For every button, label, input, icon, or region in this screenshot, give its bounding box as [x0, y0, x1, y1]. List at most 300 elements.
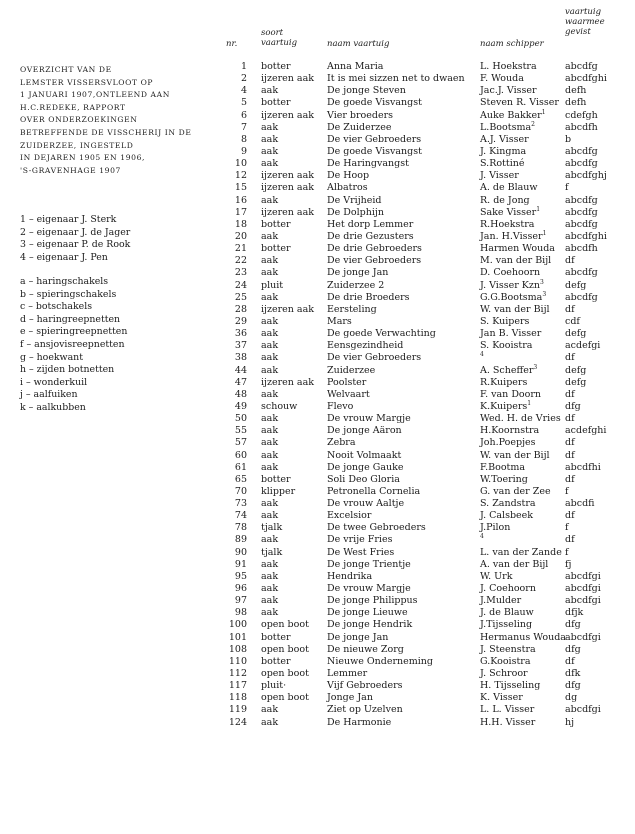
skipper-name: R. de Jong — [480, 194, 530, 206]
caption-line: IN DEJAREN 1905 EN 1906, — [20, 153, 146, 163]
cell-skipper — [480, 717, 535, 729]
cell-vessel-type: aak — [261, 145, 279, 157]
skipper-name: W.Toering — [480, 473, 528, 485]
cell-gear: f — [565, 546, 569, 558]
cell-vessel-type: pluit — [261, 279, 284, 291]
header-gear-line-3: gevist — [565, 27, 591, 37]
cell-skipper — [480, 389, 541, 401]
cell-vessel-name: Zuiderzee — [327, 364, 376, 376]
cell-vessel-name: Flevo — [327, 400, 354, 412]
footnote-marker: 3 — [542, 290, 547, 298]
cell-gear: abcdfg — [565, 194, 598, 206]
cell-vessel-type: aak — [261, 595, 279, 607]
cell-skipper — [480, 134, 529, 146]
cell-vessel-name: Petronella Cornelia — [327, 485, 421, 497]
cell-skipper — [480, 207, 540, 219]
cell-skipper — [480, 510, 533, 522]
fleet-table — [226, 61, 635, 729]
cell-nr: 60 — [234, 449, 247, 461]
footnote-marker: 3 — [540, 278, 544, 286]
cell-vessel-name: De vrouw Margje — [327, 583, 411, 595]
caption-line: ZUIDERZEE, INGESTELD — [20, 140, 134, 150]
cell-skipper — [480, 668, 528, 680]
cell-gear: abcdfgi — [565, 704, 601, 716]
table-row — [226, 401, 635, 413]
cell-gear: df — [565, 449, 575, 461]
cell-vessel-type: aak — [261, 704, 279, 716]
cell-nr: 61 — [234, 461, 247, 473]
header-gear — [565, 7, 605, 37]
cell-nr: 1 — [240, 61, 247, 72]
table-row — [226, 704, 635, 716]
skipper-name: K. Visser — [480, 692, 523, 704]
cell-nr: 36 — [234, 328, 247, 340]
cell-vessel-name: De Dolphijn — [327, 206, 384, 218]
caption-line: OVER ONDERZOEKINGEN — [20, 115, 138, 125]
skipper-name: Jan B. Visser — [480, 328, 542, 340]
cell-gear: abcdfg — [565, 158, 598, 170]
table-row — [226, 595, 635, 607]
cell-vessel-type: aak — [261, 570, 279, 582]
header-type-line-2: vaartuig — [261, 38, 298, 48]
cell-skipper — [480, 486, 551, 498]
cell-vessel-name: De jonge Lieuwe — [327, 607, 408, 619]
cell-nr: 29 — [234, 315, 247, 327]
cell-gear: cdf — [565, 315, 580, 327]
cell-nr: 73 — [234, 498, 247, 510]
cell-skipper — [480, 644, 536, 656]
cell-gear: df — [565, 413, 575, 425]
cell-skipper — [480, 474, 528, 486]
skipper-name: J. Calsbeek — [480, 510, 534, 522]
cell-vessel-name: De West Fries — [327, 546, 395, 558]
cell-nr: 55 — [234, 425, 247, 437]
skipper-name: L. L. Visser — [480, 704, 535, 716]
cell-skipper — [480, 110, 546, 122]
caption-line: 1 JANUARI 1907,ONTLEEND AAN — [20, 90, 170, 100]
cell-vessel-name: De Hoop — [327, 170, 370, 182]
skipper-name: Sake Visser — [480, 206, 537, 218]
cell-vessel-type: aak — [261, 558, 279, 570]
skipper-name: Auke Bakker — [480, 109, 542, 121]
cell-vessel-type: aak — [261, 85, 279, 97]
gear-legend-item: h – zijden botnetten — [20, 364, 115, 376]
cell-skipper — [480, 680, 540, 692]
header-nr: nr. — [226, 39, 238, 49]
skipper-name: J.Mulder — [480, 595, 522, 607]
cell-nr: 16 — [234, 194, 247, 206]
cell-vessel-type: klipper — [261, 485, 296, 497]
cell-gear: df — [565, 352, 575, 364]
footnote-marker: 1 — [542, 229, 547, 237]
cell-vessel-type: aak — [261, 315, 279, 327]
cell-vessel-type: aak — [261, 425, 279, 437]
skipper-name: S.Rottiné — [480, 158, 525, 170]
table-row — [226, 340, 635, 352]
skipper-name: W. van der Bijl — [480, 449, 550, 461]
cell-vessel-type: aak — [261, 194, 279, 206]
skipper-name: S. Kuipers — [480, 315, 530, 327]
cell-vessel-name: De jonge Jan — [327, 267, 389, 279]
cell-vessel-name: De jonge Jan — [327, 631, 389, 643]
cell-vessel-name: De vier Gebroeders — [327, 133, 422, 145]
skipper-name: Wed. H. de Vries — [480, 413, 561, 425]
owner-legend-item: 1 – eigenaar J. Sterk — [20, 214, 117, 225]
skipper-name: W. van der Bijl — [480, 303, 550, 315]
cell-vessel-name: De jonge Aäron — [327, 425, 402, 437]
table-row — [226, 656, 635, 668]
cell-gear: dfg — [565, 643, 581, 655]
cell-vessel-name: De vier Gebroeders — [327, 352, 422, 364]
cell-vessel-type: aak — [261, 716, 279, 728]
cell-nr: 6 — [240, 109, 247, 121]
owner-legend-item: 3 – eigenaar P. de Rook — [20, 239, 131, 251]
cell-vessel-name: Vier broeders — [327, 109, 393, 121]
cell-vessel-type: ijzeren aak — [261, 182, 314, 194]
cell-nr: 7 — [240, 121, 247, 133]
skipper-name: L.Bootsma — [480, 121, 532, 133]
cell-vessel-name: De drie Gebroeders — [327, 243, 422, 255]
caption-line: H.C.REDEKE, RAPPORT — [20, 102, 126, 112]
table-row — [226, 559, 635, 571]
cell-vessel-name: De vier Gebroeders — [327, 255, 422, 267]
cell-vessel-name: De vrouw Aaltje — [327, 498, 405, 510]
table-row — [226, 498, 635, 510]
cell-gear: dfk — [565, 668, 581, 680]
table-row — [226, 207, 635, 219]
cell-skipper — [480, 292, 546, 304]
cell-nr: 23 — [234, 267, 247, 279]
skipper-name: Harmen Wouda — [480, 243, 555, 255]
owner-legend — [20, 214, 130, 264]
cell-nr: 24 — [234, 279, 247, 291]
cell-gear: df — [565, 255, 575, 267]
cell-vessel-type: open boot — [261, 619, 309, 631]
table-row — [226, 607, 635, 619]
caption-line: LEMSTER VISSERSVLOOT OP — [20, 77, 154, 87]
cell-nr: 38 — [234, 352, 247, 364]
cell-gear: defg — [565, 376, 587, 388]
cell-skipper — [480, 413, 561, 425]
cell-vessel-name: De twee Gebroeders — [327, 522, 426, 534]
cell-gear: abcdfi — [565, 498, 595, 510]
cell-vessel-type: botter — [261, 655, 291, 667]
cell-skipper — [480, 498, 536, 510]
cell-skipper — [480, 182, 538, 194]
cell-vessel-type: ijzeren aak — [261, 73, 314, 85]
skipper-name: J.Tijsseling — [480, 619, 533, 631]
skipper-name: J. Schroor — [480, 668, 528, 680]
cell-skipper — [480, 559, 548, 571]
gear-legend-item: e – spieringreepnetten — [20, 326, 128, 338]
cell-skipper — [480, 607, 534, 619]
cell-gear: abcdfgi — [565, 595, 601, 607]
cell-nr: 98 — [234, 607, 247, 619]
footnote-marker: 2 — [531, 120, 535, 128]
cell-skipper — [480, 61, 537, 73]
cell-vessel-name: Eersteling — [327, 303, 377, 315]
table-row — [226, 280, 635, 292]
header-gear-line-2: waarmee — [565, 17, 605, 27]
table-row — [226, 219, 635, 231]
cell-nr: 100 — [228, 619, 247, 631]
cell-vessel-name: Ziet op Uzelven — [327, 704, 403, 716]
cell-gear: defg — [565, 328, 587, 340]
cell-nr: 74 — [234, 510, 247, 522]
table-row — [226, 571, 635, 583]
cell-gear: dfg — [565, 400, 581, 412]
cell-skipper — [480, 73, 524, 85]
skipper-name: J. Coehoorn — [480, 583, 536, 595]
cell-gear: abcdfgi — [565, 583, 601, 595]
cell-gear: df — [565, 473, 575, 485]
skipper-name: H. Tijsseling — [480, 680, 541, 692]
owner-legend-item: 2 – eigenaar J. de Jager — [20, 226, 131, 238]
cell-gear: cdefgh — [565, 109, 598, 121]
cell-vessel-name: De jonge Steven — [327, 85, 406, 97]
gear-legend-item: d – haringreepnetten — [20, 313, 121, 325]
cell-vessel-type: ijzeren aak — [261, 170, 314, 182]
skipper-name: R.Kuipers — [480, 376, 528, 388]
skipper-name: A. van der Bijl — [480, 558, 549, 570]
cell-vessel-type: aak — [261, 267, 279, 279]
table-row — [226, 547, 635, 559]
cell-vessel-name: De Harmonie — [327, 716, 392, 728]
cell-skipper — [480, 583, 536, 595]
skipper-name: Jac.J. Visser — [480, 85, 537, 97]
cell-gear: f — [565, 182, 569, 194]
cell-vessel-type: ijzeren aak — [261, 303, 314, 315]
cell-vessel-type: aak — [261, 340, 279, 352]
cell-vessel-type: open boot — [261, 643, 309, 655]
cell-vessel-type: aak — [261, 583, 279, 595]
cell-gear: dfg — [565, 680, 581, 692]
skipper-name: J. de Blauw — [480, 607, 534, 619]
footnote-marker: 1 — [541, 108, 546, 116]
gear-legend-item: g – hoekwant — [20, 351, 83, 363]
table-row — [226, 450, 635, 462]
cell-skipper — [480, 619, 532, 631]
table-row — [226, 97, 635, 109]
cell-vessel-name: De vrije Fries — [327, 534, 393, 546]
skipper-name: J. Visser Kzn — [480, 279, 540, 291]
cell-nr: 28 — [234, 303, 247, 315]
skipper-name: L. van der Zande — [480, 546, 562, 558]
cell-vessel-name: Soli Deo Gloria — [327, 473, 400, 485]
cell-vessel-type: aak — [261, 388, 279, 400]
cell-nr: 91 — [234, 558, 247, 570]
cell-vessel-name: Lemmer — [327, 668, 368, 680]
cell-gear: abcdfgi — [565, 631, 601, 643]
cell-vessel-type: aak — [261, 133, 279, 145]
cell-skipper — [480, 352, 484, 364]
cell-skipper — [480, 401, 531, 413]
cell-vessel-name: De nieuwe Zorg — [327, 643, 404, 655]
table-row — [226, 352, 635, 364]
cell-nr: 44 — [234, 364, 247, 376]
cell-gear: dfjk — [565, 607, 584, 619]
table-row — [226, 304, 635, 316]
cell-skipper — [480, 595, 521, 607]
cell-nr: 2 — [240, 73, 247, 85]
cell-vessel-name: De drie Gezusters — [327, 230, 414, 242]
cell-skipper — [480, 534, 484, 546]
footnote-marker: 1 — [527, 399, 532, 407]
skipper-name: F. van Doorn — [480, 388, 542, 400]
header-type-line-1: soort — [261, 28, 284, 38]
cell-vessel-type: aak — [261, 498, 279, 510]
cell-gear: defg — [565, 364, 587, 376]
cell-gear: abcdfg — [565, 61, 598, 72]
table-row — [226, 85, 635, 97]
cell-nr: 8 — [240, 133, 247, 145]
table-row — [226, 110, 635, 122]
header-type — [261, 28, 297, 48]
cell-gear: abcdfghi — [565, 230, 607, 242]
cell-vessel-type: aak — [261, 510, 279, 522]
cell-vessel-type: botter — [261, 61, 291, 72]
skipper-name: Joh.Poepjes — [480, 437, 536, 449]
cell-gear: abcdfgi — [565, 570, 601, 582]
cell-gear: abcdfg — [565, 291, 598, 303]
cell-skipper — [480, 280, 544, 292]
skipper-name: A. Scheffer — [480, 364, 534, 376]
cell-vessel-name: De Zuiderzee — [327, 121, 392, 133]
cell-vessel-name: Excelsior — [327, 510, 372, 522]
cell-vessel-name: Het dorp Lemmer — [327, 218, 414, 230]
cell-vessel-type: pluit· — [261, 680, 287, 692]
table-row — [226, 692, 635, 704]
cell-vessel-name: Zuiderzee 2 — [327, 279, 385, 291]
cell-vessel-type: aak — [261, 291, 279, 303]
cell-vessel-type: botter — [261, 97, 291, 109]
cell-vessel-name: Nieuwe Onderneming — [327, 655, 434, 667]
cell-vessel-name: Vijf Gebroeders — [327, 680, 403, 692]
skipper-name: Hermanus Wouda — [480, 631, 566, 643]
skipper-name: S. Kooistra — [480, 340, 533, 352]
cell-skipper — [480, 365, 537, 377]
cell-skipper — [480, 704, 534, 716]
table-row — [226, 365, 635, 377]
cell-skipper — [480, 522, 510, 534]
skipper-name: Steven R. Visser — [480, 97, 559, 109]
cell-skipper — [480, 571, 512, 583]
cell-skipper — [480, 267, 540, 279]
skipper-name: F.Bootma — [480, 461, 526, 473]
cell-gear: abcdfh — [565, 121, 598, 133]
table-row — [226, 267, 635, 279]
cell-vessel-name: Jonge Jan — [327, 692, 373, 704]
cell-skipper — [480, 85, 537, 97]
cell-vessel-type: aak — [261, 437, 279, 449]
cell-nr: 124 — [228, 716, 247, 728]
cell-gear: abcdfh — [565, 243, 598, 255]
cell-vessel-type: aak — [261, 121, 279, 133]
cell-vessel-name: Welvaart — [327, 388, 370, 400]
cell-nr: 21 — [234, 243, 247, 255]
table-row — [226, 231, 635, 243]
cell-vessel-type: botter — [261, 218, 291, 230]
table-row — [226, 583, 635, 595]
footnote-marker: 1 — [536, 205, 541, 213]
cell-skipper — [480, 425, 539, 437]
cell-skipper — [480, 158, 524, 170]
caption-line: BETREFFENDE DE VISSCHERIJ IN DE — [20, 127, 192, 137]
cell-vessel-name: Eensgezindheid — [327, 340, 404, 352]
cell-nr: 10 — [234, 158, 247, 170]
cell-nr: 108 — [228, 643, 247, 655]
skipper-name: G.Kooistra — [480, 655, 531, 667]
cell-vessel-name: De jonge Gauke — [327, 461, 404, 473]
skipper-name: K.Kuipers — [480, 400, 528, 412]
table-row — [226, 170, 635, 182]
cell-vessel-name: Anna Maria — [327, 61, 384, 72]
table-row — [226, 437, 635, 449]
cell-gear: dg — [565, 692, 578, 704]
cell-gear: abcdfg — [565, 267, 598, 279]
cell-vessel-name: De goede Verwachting — [327, 328, 436, 340]
gear-legend-item: f – ansjovisreepnetten — [20, 338, 125, 350]
cell-nr: 96 — [234, 583, 247, 595]
cell-gear: abcdfghi — [565, 73, 607, 85]
table-row — [226, 134, 635, 146]
cell-vessel-type: botter — [261, 473, 291, 485]
cell-vessel-type: tjalk — [261, 522, 283, 534]
cell-nr: 118 — [228, 692, 247, 704]
cell-skipper — [480, 377, 527, 389]
table-row — [226, 534, 635, 546]
cell-nr: 90 — [234, 546, 247, 558]
cell-skipper — [480, 437, 536, 449]
cell-skipper — [480, 219, 534, 231]
cell-skipper — [480, 340, 532, 352]
table-row — [226, 158, 635, 170]
footnote-marker: 4 — [480, 351, 484, 359]
cell-vessel-name: De jonge Hendrik — [327, 619, 413, 631]
cell-vessel-name: Albatros — [327, 182, 368, 194]
cell-skipper — [480, 255, 551, 267]
cell-vessel-name: De Vrijheid — [327, 194, 382, 206]
skipper-name: L. Hoekstra — [480, 61, 537, 72]
table-row — [226, 474, 635, 486]
cell-skipper — [480, 170, 519, 182]
table-row — [226, 182, 635, 194]
cell-skipper — [480, 122, 535, 134]
cell-gear: df — [565, 534, 575, 546]
cell-gear: dfg — [565, 619, 581, 631]
cell-gear: acdefghi — [565, 425, 607, 437]
cell-skipper — [480, 450, 550, 462]
cell-nr: 5 — [240, 97, 247, 109]
skipper-name: J. Steenstra — [480, 643, 536, 655]
cell-vessel-type: open boot — [261, 668, 309, 680]
table-row — [226, 522, 635, 534]
skipper-name: J. Visser — [480, 170, 519, 182]
cell-nr: 22 — [234, 255, 247, 267]
skipper-name: G.G.Bootsma — [480, 291, 543, 303]
cell-vessel-name: De Haringvangst — [327, 158, 409, 170]
cell-nr: 112 — [228, 668, 247, 680]
skipper-name: H.H. Visser — [480, 716, 536, 728]
cell-gear: acdefgi — [565, 340, 601, 352]
footnote-marker: 3 — [533, 363, 538, 371]
cell-nr: 49 — [234, 400, 247, 412]
gear-legend-item: i – wonderkuil — [20, 376, 88, 388]
cell-skipper — [480, 692, 523, 704]
cell-gear: df — [565, 388, 575, 400]
cell-gear: abcdfg — [565, 218, 598, 230]
cell-skipper — [480, 195, 530, 207]
